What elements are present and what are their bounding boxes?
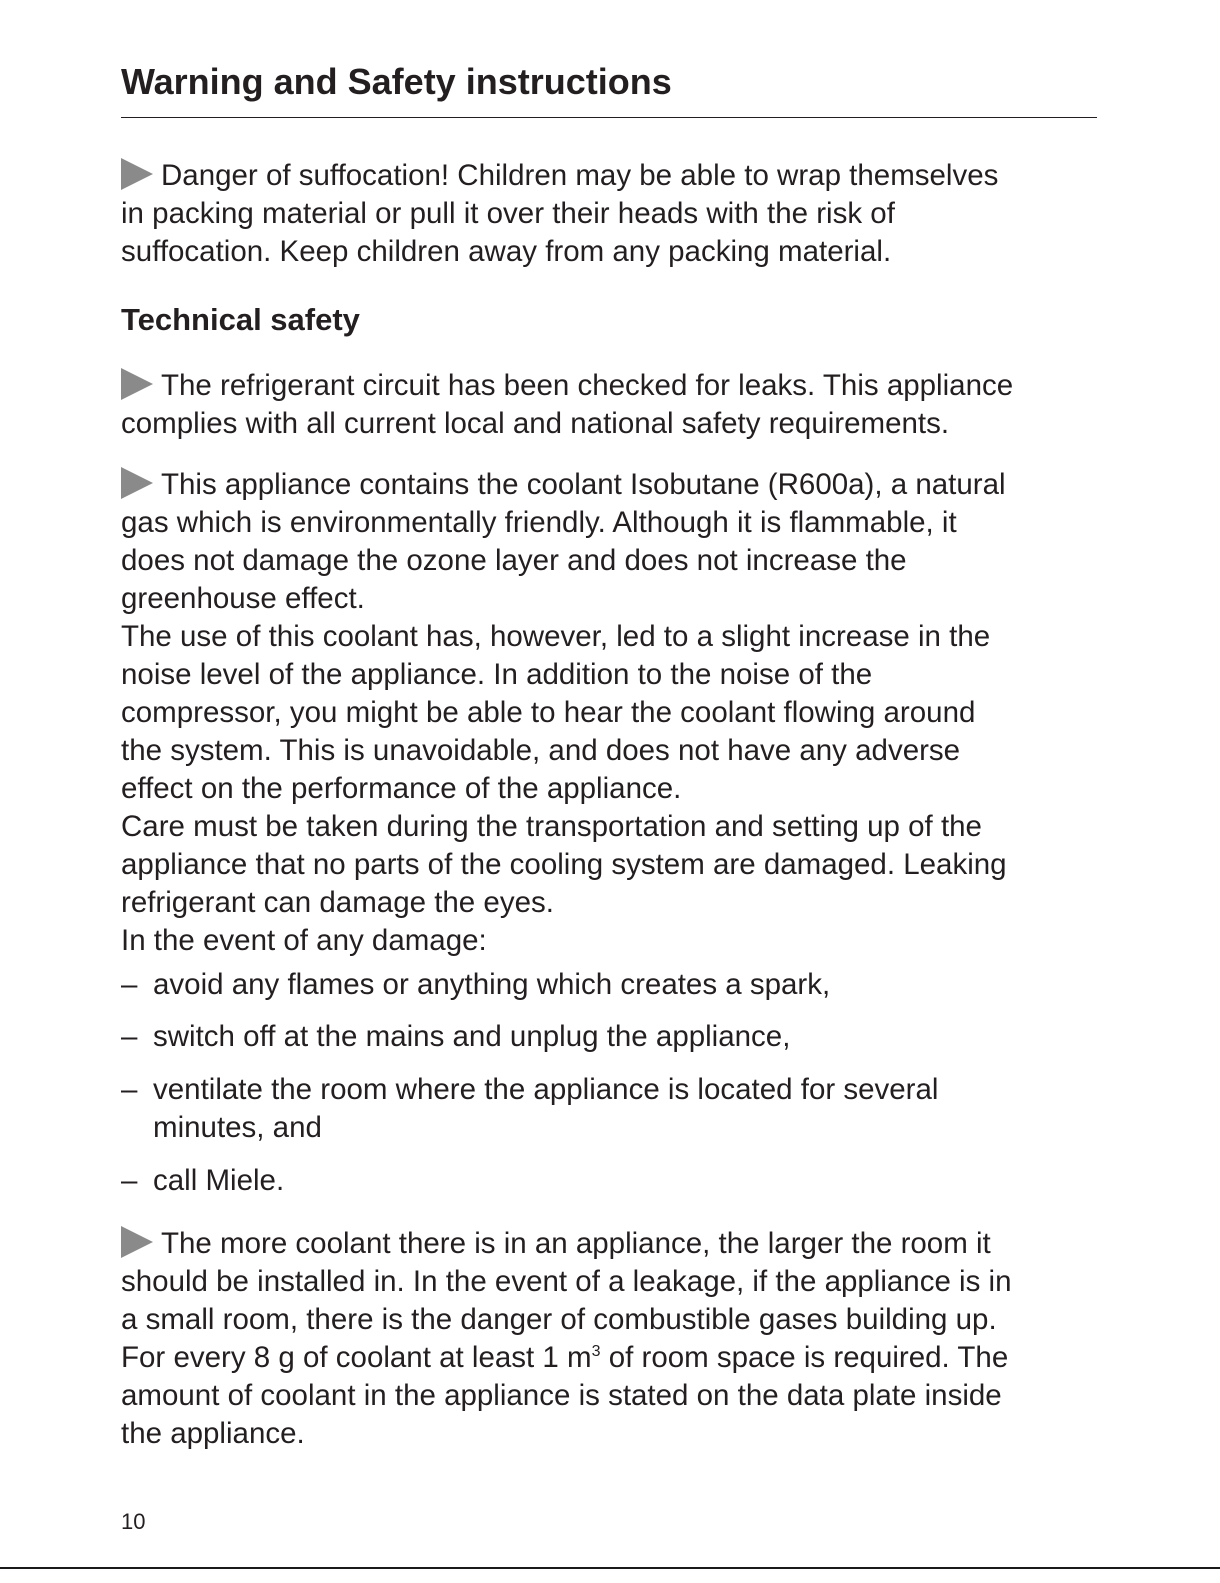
section-heading: Technical safety: [121, 302, 360, 337]
paragraph-line: [121, 367, 1097, 405]
text-span: The more coolant there is in an appliance, the larger the room it: [161, 1227, 991, 1260]
list-item-text: [153, 1162, 284, 1200]
paragraph-line: suffocation. Keep children away from any packing material.: [121, 235, 892, 268]
paragraph-line: [121, 1225, 1097, 1263]
paragraph-line: the system. This is unavoidable, and does not have any adverse: [121, 734, 961, 767]
paragraph-line: refrigerant can damage the eyes.: [121, 886, 554, 919]
paragraph-line: appliance that no parts of the cooling system are damaged. Leaking: [121, 848, 1007, 881]
dash-bullet: –: [121, 1073, 138, 1106]
text-span: For every 8 g of coolant at least 1 m: [121, 1341, 592, 1374]
paragraph-line: in packing material or pull it over their heads with the risk of: [121, 197, 895, 230]
paragraph-line: In the event of any damage:: [121, 924, 487, 957]
page-number: 10: [121, 1509, 146, 1534]
paragraph-line: complies with all current local and national safety requirements.: [121, 407, 950, 440]
paragraph-refrigerant-circuit: [121, 367, 1097, 443]
paragraph-line: [121, 157, 1097, 195]
paragraph-line: should be installed in. In the event of a leakage, if the appliance is in: [121, 1265, 1012, 1298]
paragraph-line: [121, 1339, 1097, 1377]
list-item-text: [153, 966, 830, 1004]
arrow-bullet-icon: [121, 1226, 153, 1258]
text-span: minutes, and: [153, 1111, 322, 1144]
dash-bullet: –: [121, 968, 138, 1001]
paragraph-line: greenhouse effect.: [121, 582, 365, 615]
paragraph-line: compressor, you might be able to hear the coolant flowing around: [121, 696, 976, 729]
dash-bullet: –: [121, 1020, 138, 1053]
paragraph-line: gas which is environmentally friendly. Although it is flammable, it: [121, 506, 957, 539]
text-span: switch off at the mains and unplug the appliance,: [153, 1020, 791, 1053]
paragraph-line: a small room, there is the danger of combustible gases building up.: [121, 1303, 997, 1336]
paragraph-line: the appliance.: [121, 1417, 305, 1450]
arrow-bullet-icon: [121, 158, 153, 190]
text-span: ventilate the room where the appliance is located for several: [153, 1073, 939, 1106]
text-span: The refrigerant circuit has been checked for leaks. This appliance: [161, 369, 1014, 402]
text-span: of room space is required. The: [600, 1341, 1009, 1374]
paragraph-line: Care must be taken during the transportation and setting up of the: [121, 810, 982, 843]
paragraph-suffocation: [121, 157, 1097, 271]
paragraph-line: noise level of the appliance. In addition to the noise of the: [121, 658, 873, 691]
list-item-text: [153, 1018, 790, 1056]
paragraph-room-size: [121, 1225, 1097, 1453]
dash-bullet: –: [121, 1164, 138, 1197]
arrow-bullet-icon: [121, 467, 153, 499]
bottom-border: [0, 1567, 1220, 1569]
paragraph-line: The use of this coolant has, however, led to a slight increase in the: [121, 620, 991, 653]
page-title: Warning and Safety instructions: [121, 61, 672, 102]
superscript: 3: [591, 1343, 601, 1360]
paragraph-line: effect on the performance of the appliance.: [121, 772, 682, 805]
title-divider: [121, 117, 1097, 118]
text-span: This appliance contains the coolant Isobutane (R600a), a natural: [161, 468, 1006, 501]
text-span: avoid any flames or anything which creates a spark,: [153, 968, 831, 1001]
paragraph-line: [121, 466, 1097, 504]
list-item-text: [153, 1071, 938, 1147]
text-span: Danger of suffocation! Children may be able to wrap themselves: [161, 159, 999, 192]
arrow-bullet-icon: [121, 368, 153, 400]
paragraph-coolant: [121, 466, 1097, 960]
text-span: call Miele.: [153, 1164, 285, 1197]
paragraph-line: amount of coolant in the appliance is stated on the data plate inside: [121, 1379, 1002, 1412]
paragraph-line: does not damage the ozone layer and does not increase the: [121, 544, 907, 577]
